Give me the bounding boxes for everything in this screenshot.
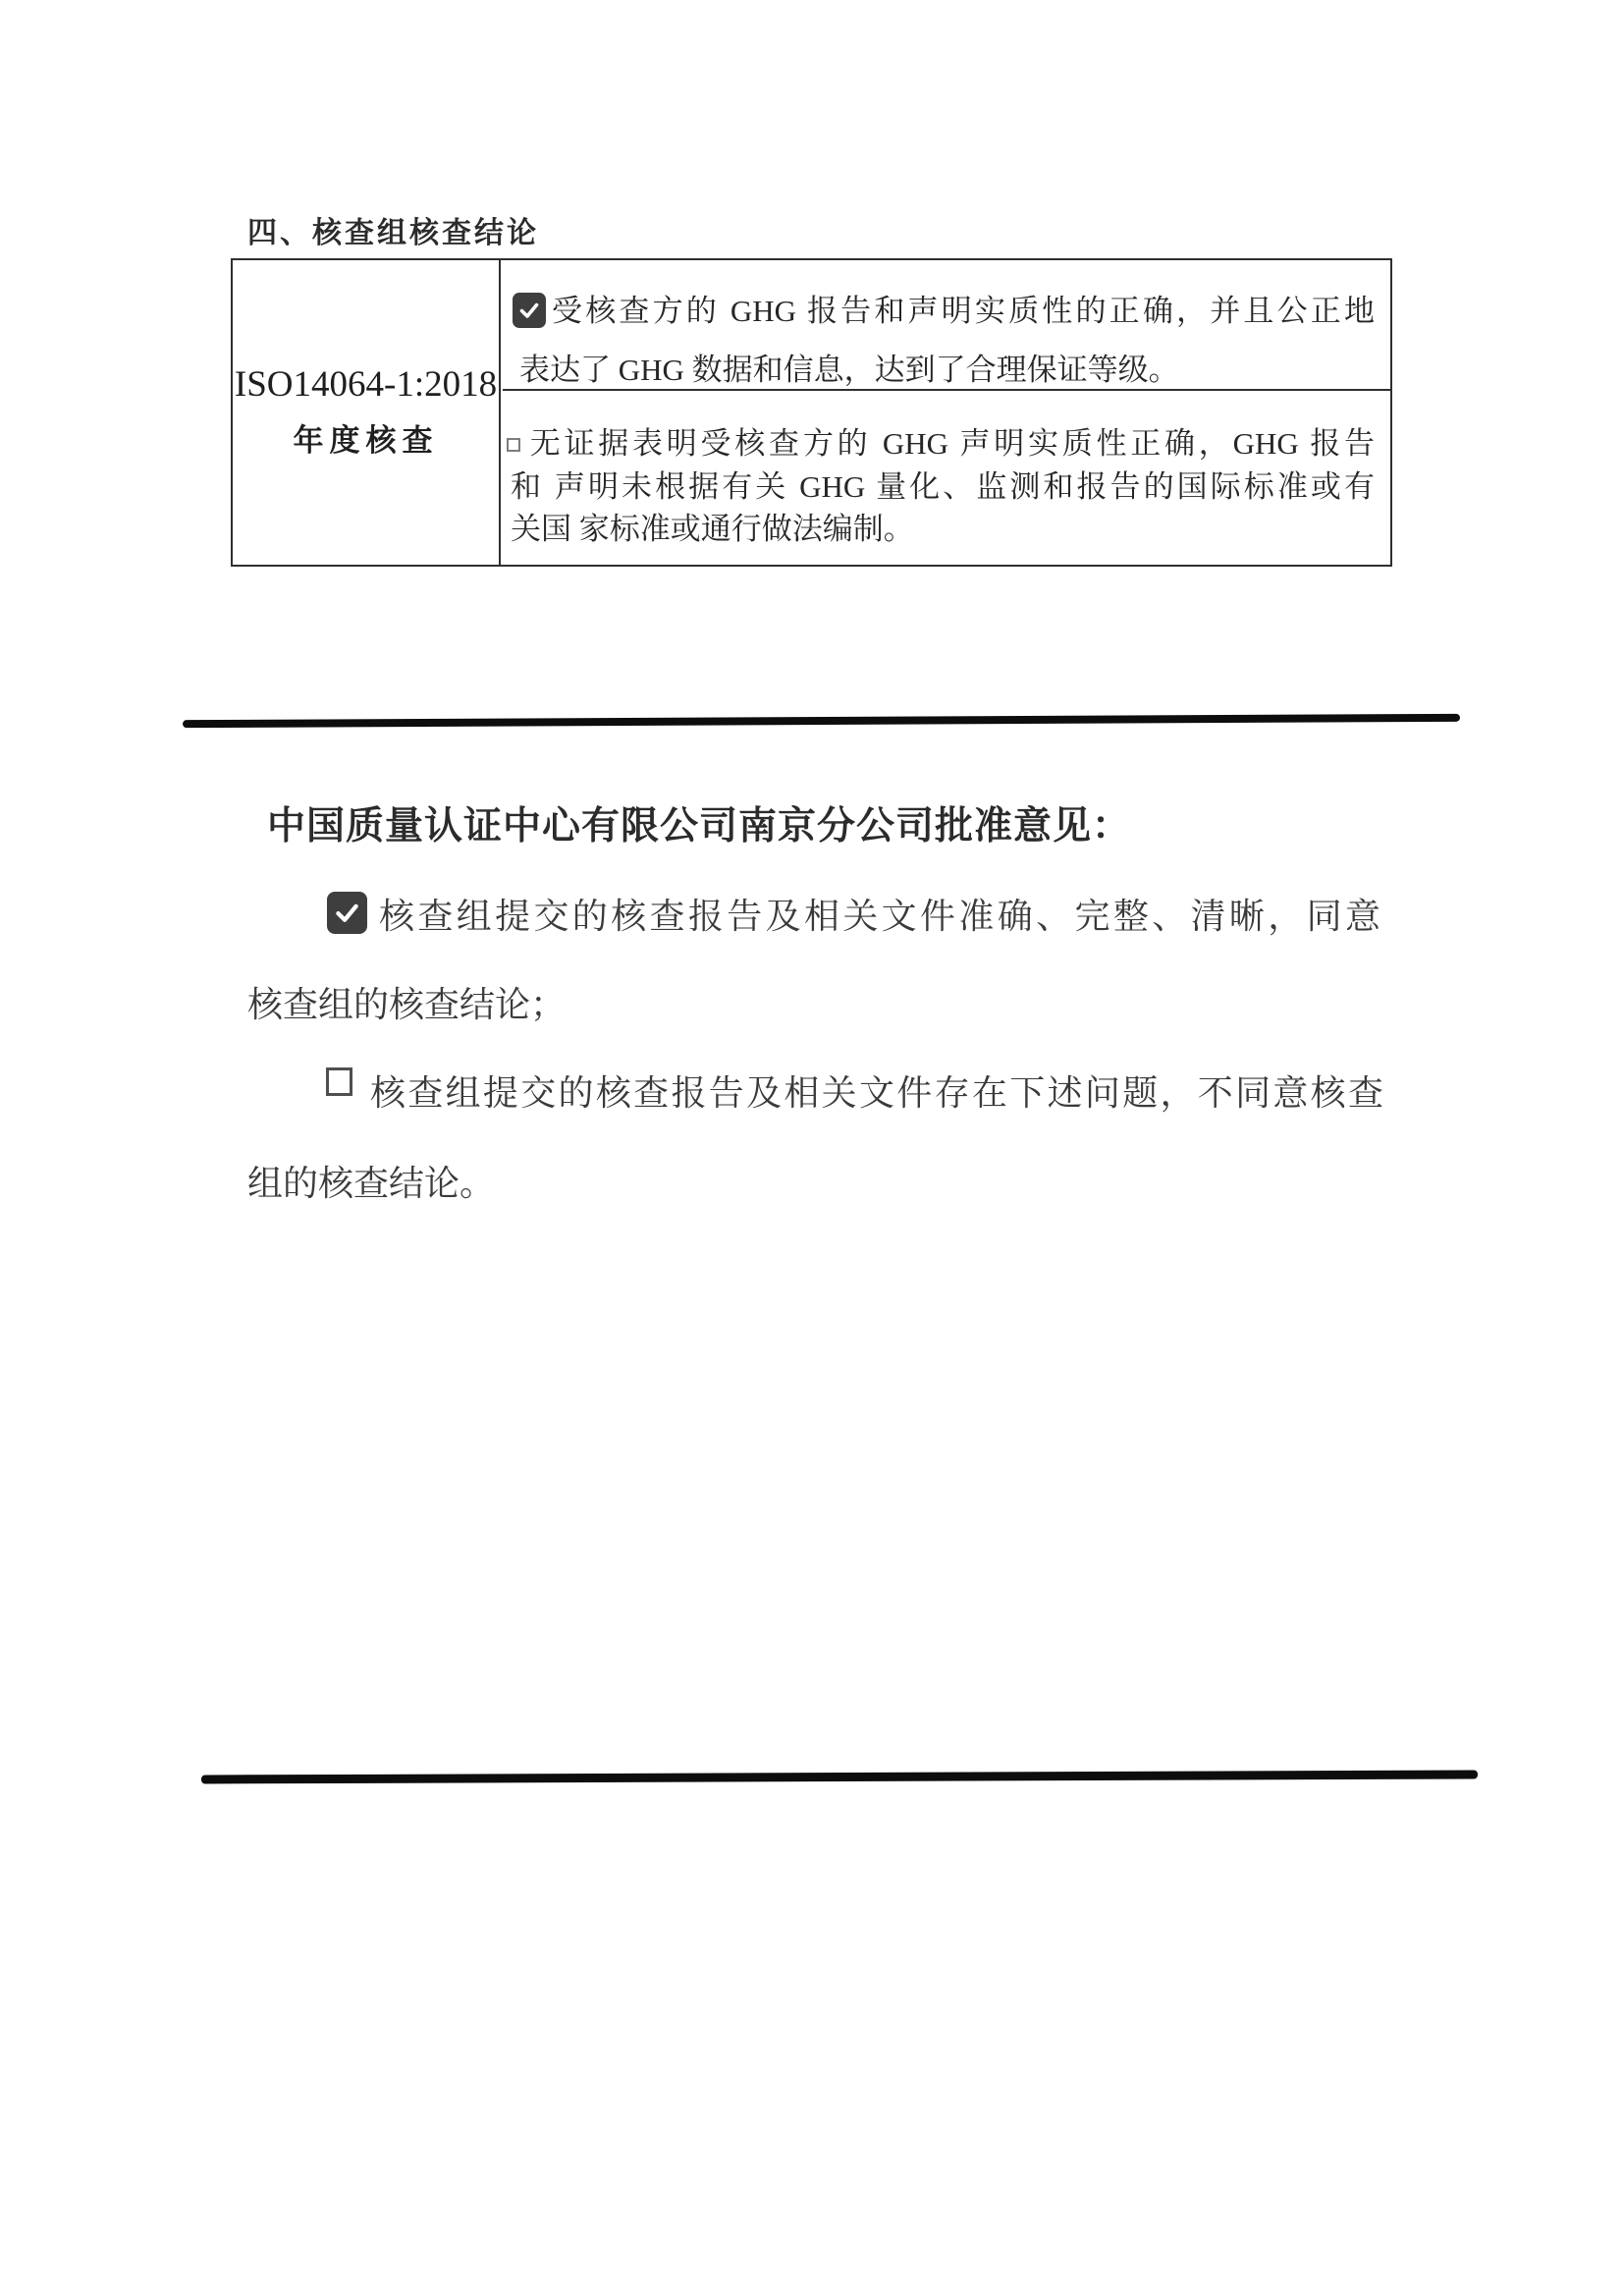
checked-checkbox-icon	[513, 293, 546, 328]
conclusion-option-line: 关国 家标准或通行做法编制。	[511, 512, 914, 546]
approval-disagree-line: 核查组提交的核查报告及相关文件存在下述问题，不同意核查	[370, 1073, 1383, 1113]
check-mark-icon	[517, 299, 541, 322]
check-mark-icon	[333, 899, 361, 927]
horizontal-rule-top	[183, 714, 1460, 728]
conclusion-option-line	[507, 427, 1375, 461]
unchecked-checkbox-icon	[326, 1067, 352, 1096]
section-heading: 四、核查组核查结论	[247, 217, 539, 249]
standard-audit-type: 年度核查	[293, 422, 439, 458]
horizontal-rule-bottom	[201, 1771, 1478, 1784]
conclusion-option-text: 无证据表明受核查方的 GHG 声明实质性正确，GHG 报告	[526, 426, 1375, 461]
conclusion-option-line: 表达了 GHG 数据和信息，达到了合理保证等级。	[519, 353, 1179, 387]
conclusion-table	[231, 258, 1392, 567]
conclusion-option-positive	[503, 260, 1390, 391]
approval-agree-line: 核查组提交的核查报告及相关文件准确、完整、清晰，同意	[379, 897, 1380, 936]
conclusion-option-line: 和 声明未根据有关 GHG 量化、监测和报告的国际标准或有	[511, 469, 1375, 504]
unchecked-checkbox-icon	[507, 438, 520, 452]
conclusion-option-line: 受核查方的 GHG 报告和声明实质性的正确，并且公正地	[552, 294, 1375, 328]
approval-disagree-line: 组的核查结论。	[247, 1164, 496, 1203]
standard-cell	[233, 260, 501, 565]
standard-name: ISO14064-1:2018	[234, 364, 498, 406]
conclusion-options	[503, 260, 1390, 565]
approval-agree-line: 核查组的核查结论；	[247, 985, 567, 1024]
checked-checkbox-icon	[327, 892, 367, 934]
conclusion-option-negative	[503, 391, 1390, 565]
approval-heading: 中国质量认证中心有限公司南京分公司批准意见：	[267, 805, 1132, 847]
